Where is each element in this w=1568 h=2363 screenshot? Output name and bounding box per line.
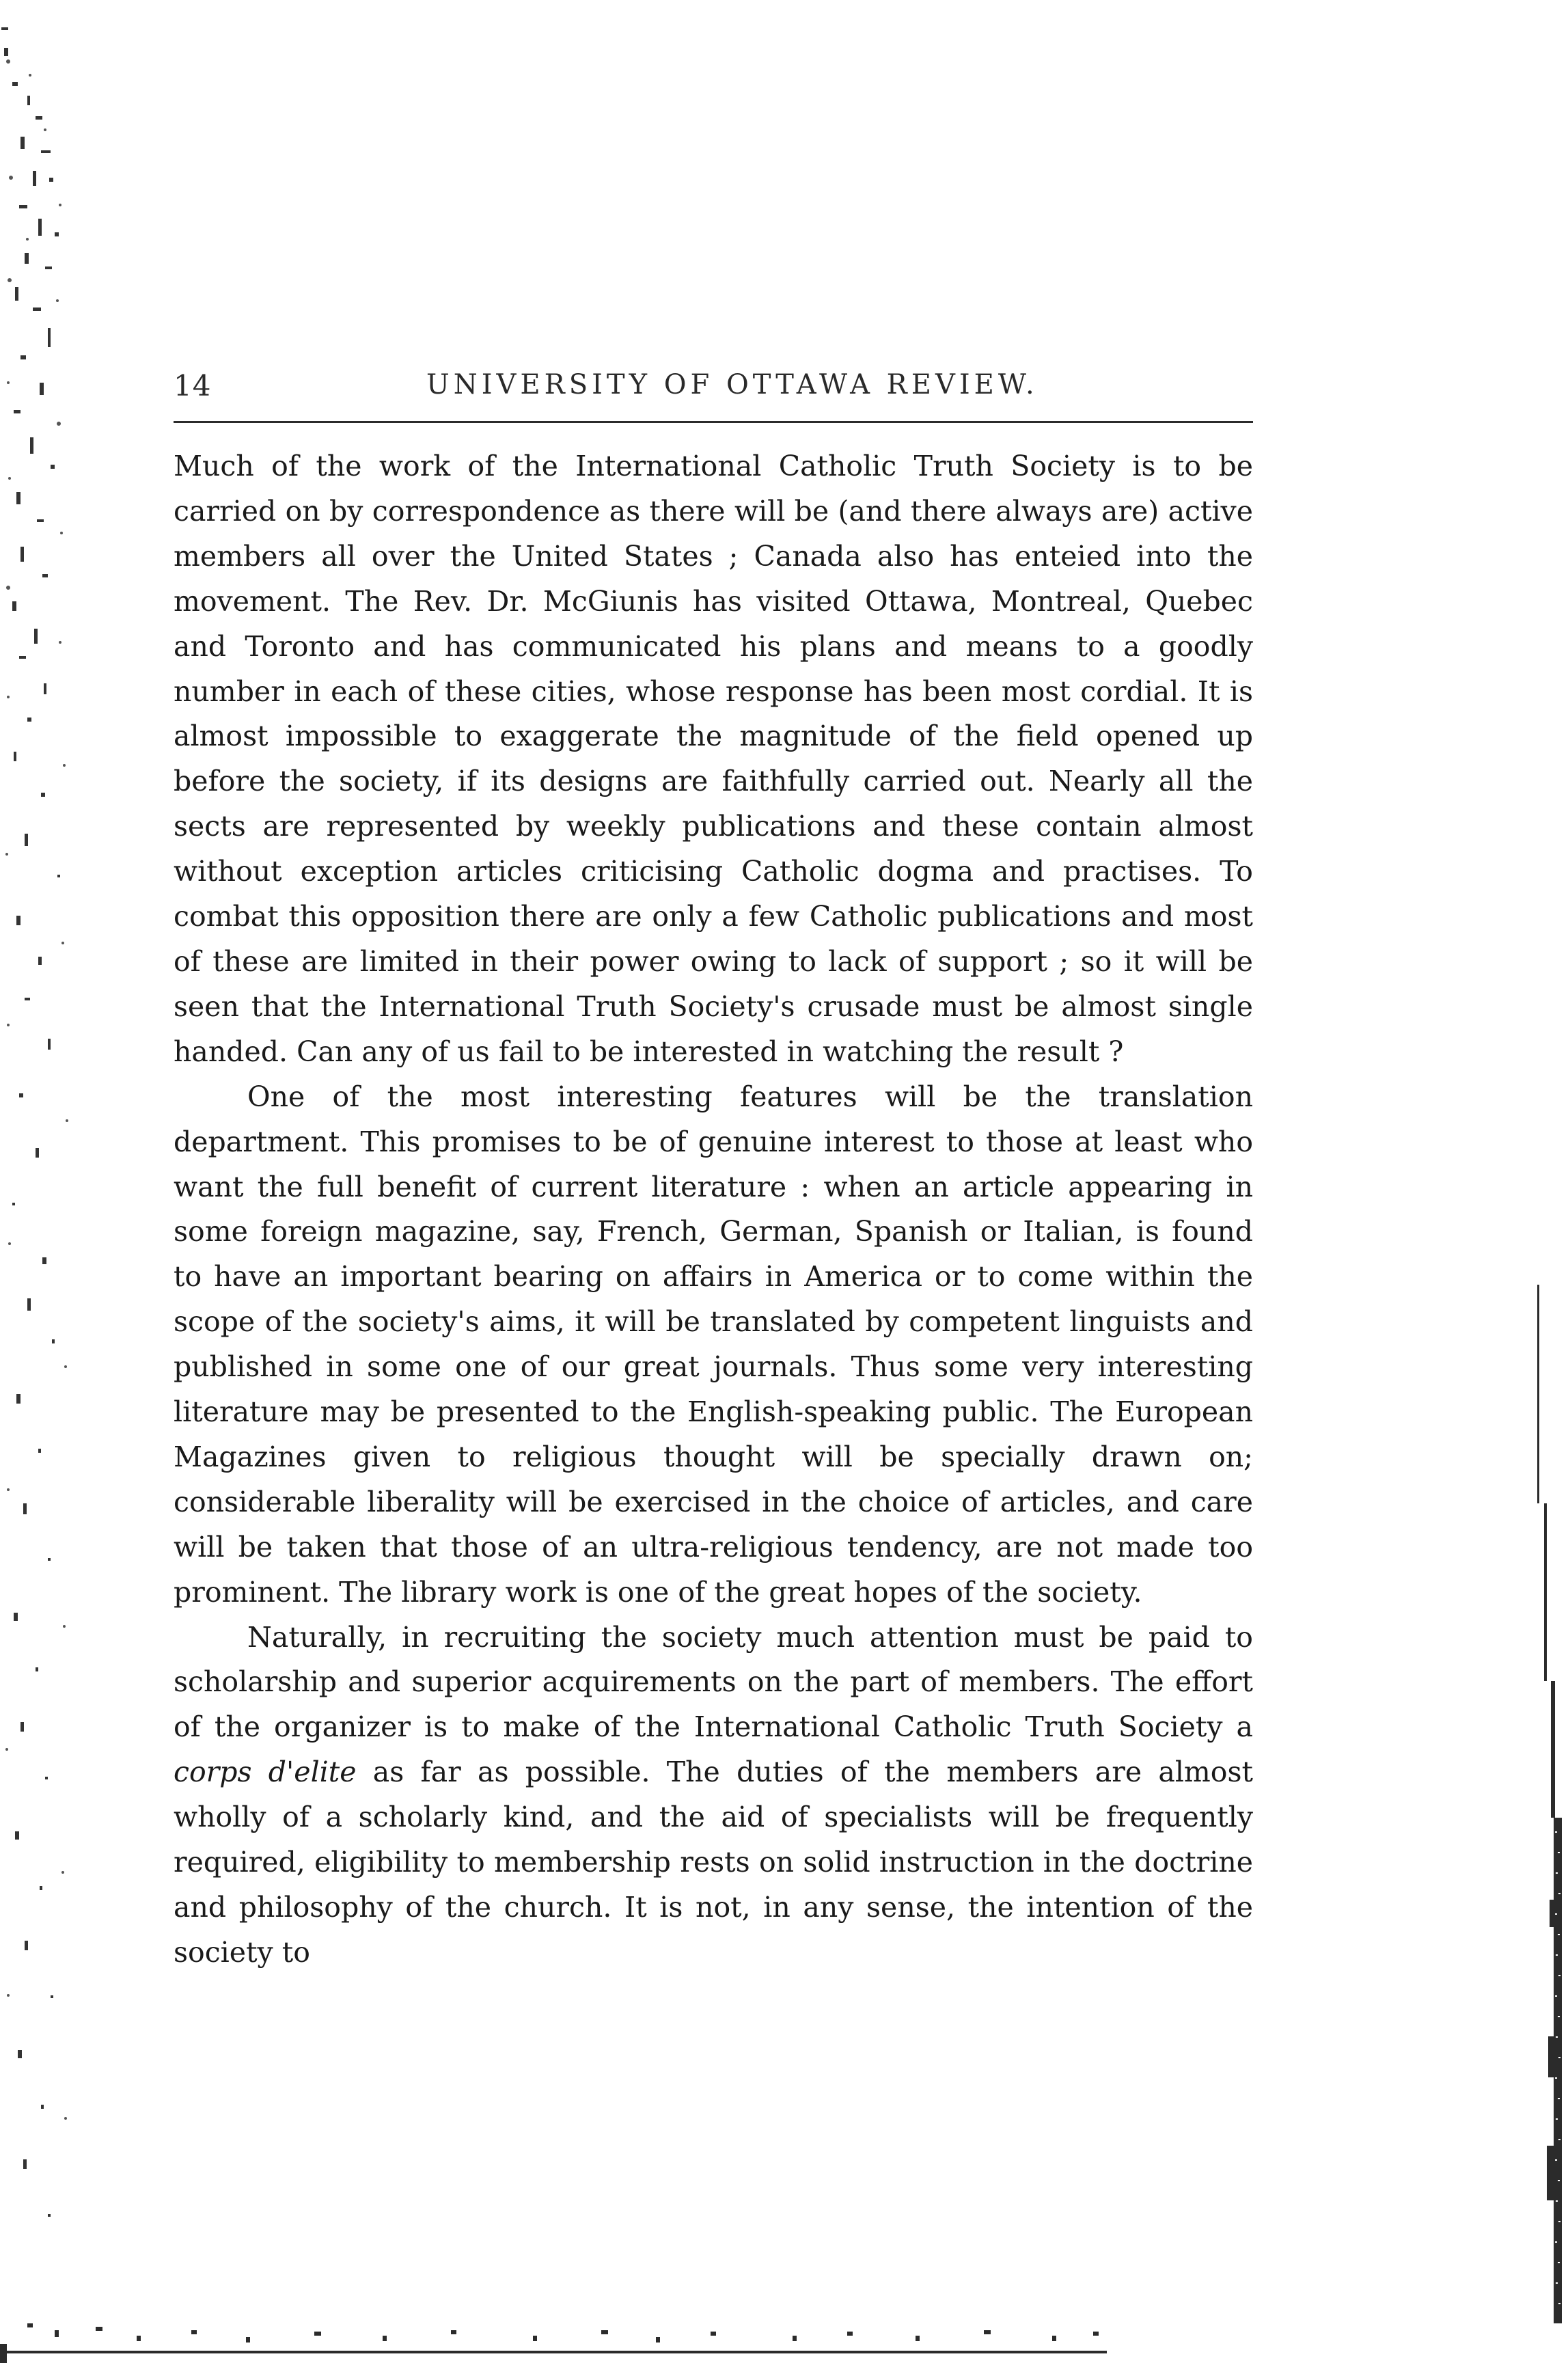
scan-noise-left-svg [0,0,96,2363]
paragraph-2: One of the most interesting features will be the translation department. This promises to be of genuine interest to those at least who want the full benefit of current literature : when an article appearing in some foreign magazine, say, French, German, Spanish or Italian, is found to have an important bearing on affairs in America or to come within the scope of the society's aims, it will be translated by competent linguists and published in some one of our great journals. Thus some very interesting literature may be presented to the English-speaking public. The European Magazines given to religious thought will be specially drawn on; considerable liberality will be exercised in the choice of articles, and care will be taken that those of an ultra-religious tendency, are not made too prominent. The library work is one of the great hopes of the society. [174,1080,1253,1609]
paragraph-3 [174,1615,1253,1976]
paragraph-3-italic-phrase: corps d'elite [174,1756,357,1789]
page-number: 14 [174,369,212,402]
paragraph-3-text-before: Naturally, in recruiting the society much attention must be paid to scholarship and superior acquirements on the part of members. The effort of the organizer is to make of the International Catholic Truth Society a [174,1620,1253,1744]
scan-noise-left [0,0,96,2363]
journal-title: UNIVERSITY OF OTTAWA REVIEW. [426,369,1039,400]
header-rule [174,421,1253,423]
scan-noise-right-svg [1524,1285,1568,2330]
scan-noise-bottom-svg [0,2255,1568,2363]
scan-noise-bottom [0,2255,1568,2363]
scan-noise-right [1524,1285,1568,2330]
running-head [174,369,1253,410]
paragraph-3-text-after: as far as possible. The duties of the members are almost wholly of a scholarly kind, and the aid of specialists will be frequently required, eligibility to membership rests on solid instruction in the doctrine and philosophy of the church. It is not, in any sense, the intention of the society to [174,1756,1254,1969]
body-text [174,444,1253,1976]
paragraph-1: Much of the work of the International Catholic Truth Society is to be carried on by correspondence as there will be (and there always are) active members all over the United States ; Canada also has enteied into the movement. The Rev. Dr. McGiunis has visited Ottawa, Montreal, Quebec and Toronto and has communicated his plans and means to a goodly number in each of these cities, whose response has been most cordial. It is almost impossible to exaggerate the magnitude of the field opened up before the society, if its designs are faithfully carried out. Nearly all the sects are represented by weekly publications and these contain almost without exception articles criticising Catholic dogma and practises. To combat this opposition there are only a few Catholic publications and most of these are limited in their power owing to lack of support ; so it will be seen that the International Truth Society's crusade must be almost single handed. Can any of us fail to be interested in watching the result ? [174,450,1253,1068]
